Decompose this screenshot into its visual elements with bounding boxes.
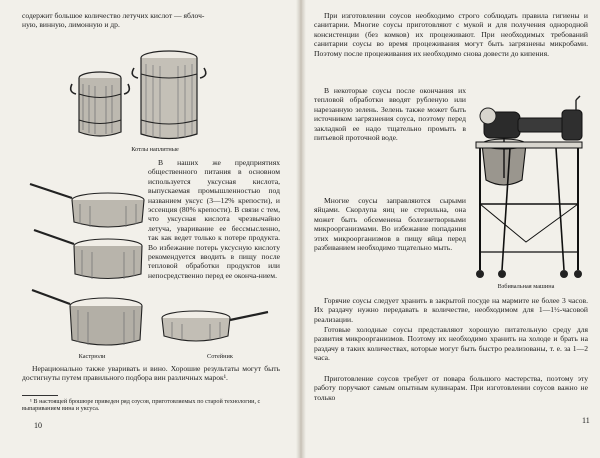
left-page — [0, 0, 296, 458]
right-para-4: Горячие соусы следует хранить в закрытой посуде на мармите не более 3 часов. Их раздачу нужно передавать в количестве, необходимом для 1—1½-часовой реализации. — [314, 296, 588, 324]
right-page — [306, 0, 600, 458]
saute-pan-caption: Сотейник — [207, 353, 233, 360]
right-para-1: При изготовлении соусов необходимо строго соблюдать правила гигиены и санитарии. Многие соусы приготовляют с мукой и для получения однородной консистенции (без комков) их процеживают. При необходимых требований санитарии соусы во время процеживания могут быть загрязнены микробами. Поэтому после процеживания их необходимо снова довести до кипения. — [314, 11, 588, 58]
right-para-3: Многие соусы заправляются сырыми яйцами. Скорлупа яиц не стерильна, она может быть обсеменена болезнетворными микроорганизмами. Во избежание попадания этих микроорганизмов в пищу яйца перед разбиванием необходимо тщательно мыть. — [314, 196, 466, 253]
mixer-machine-caption: Взбивальная машина — [497, 283, 555, 290]
left-para-1: В наших же предприятиях общественного питания в основном используется уксусная кислота, выпускаемая промышленностью под названием уксус (3—12% крепости), и эссенция (80% крепости). В связи с тем, что уксусная кислота чрезвычайно летуча, уваривание ее бессмысленно, так как ведет только к потере продукта. Во избежание потерь уксусную кислоту рекомендуется вводить в пищу после тепловой обработки продуктов или непосредственно перед ее оконча-нием. — [148, 158, 280, 280]
page-number-left: 10 — [34, 421, 42, 430]
kettles-caption: Котлы наплитные — [131, 146, 179, 153]
footnote: ¹ В настоящей брошюре приведен ряд соусов, приготовляемых по старой технологии, с выпариванием вина и уксуса. — [22, 398, 261, 413]
right-para-6: Приготовление соусов требует от повара большого мастерства, поэтому эту работу поручают самым опытным кулинарам. При изготовлении соусов важно не только — [314, 374, 588, 402]
left-top-text: содержит большое количество летучих кислот — яблоч- ную, винную, лимонную и др. — [22, 11, 205, 30]
page-number-right: 11 — [582, 416, 590, 425]
mixer-machine-illustration — [466, 92, 588, 282]
saucepans-illustration — [30, 182, 145, 352]
footnote-rule — [22, 395, 58, 396]
kettles-illustration — [62, 44, 212, 144]
left-para-2: Нерационально также уваривать и вино. Хорошие результаты могут быть достигнуты путем правильного подбора вин различных марок¹. — [22, 364, 280, 383]
saucepans-caption: Кастрюли — [78, 353, 106, 360]
saute-pan-illustration — [158, 306, 270, 350]
right-para-5: Готовые холодные соусы представляют хорошую питательную среду для развития микроорганизмов. Поэтому их необходимо хранить на холоде и брать на раздачу в таких количествах, которые могут быть быстро реализованы, т. е. за 1—2 часа. — [314, 325, 588, 363]
right-para-2: В некоторые соусы после окончания их тепловой обработки вводят рубленую или нарезанную зелень. Зелень также может быть источником загрязнения соуса, поэтому перед закладкой ее надо тщательно промыть в питьевой проточной воде. — [314, 86, 466, 143]
book-gutter — [296, 0, 306, 458]
